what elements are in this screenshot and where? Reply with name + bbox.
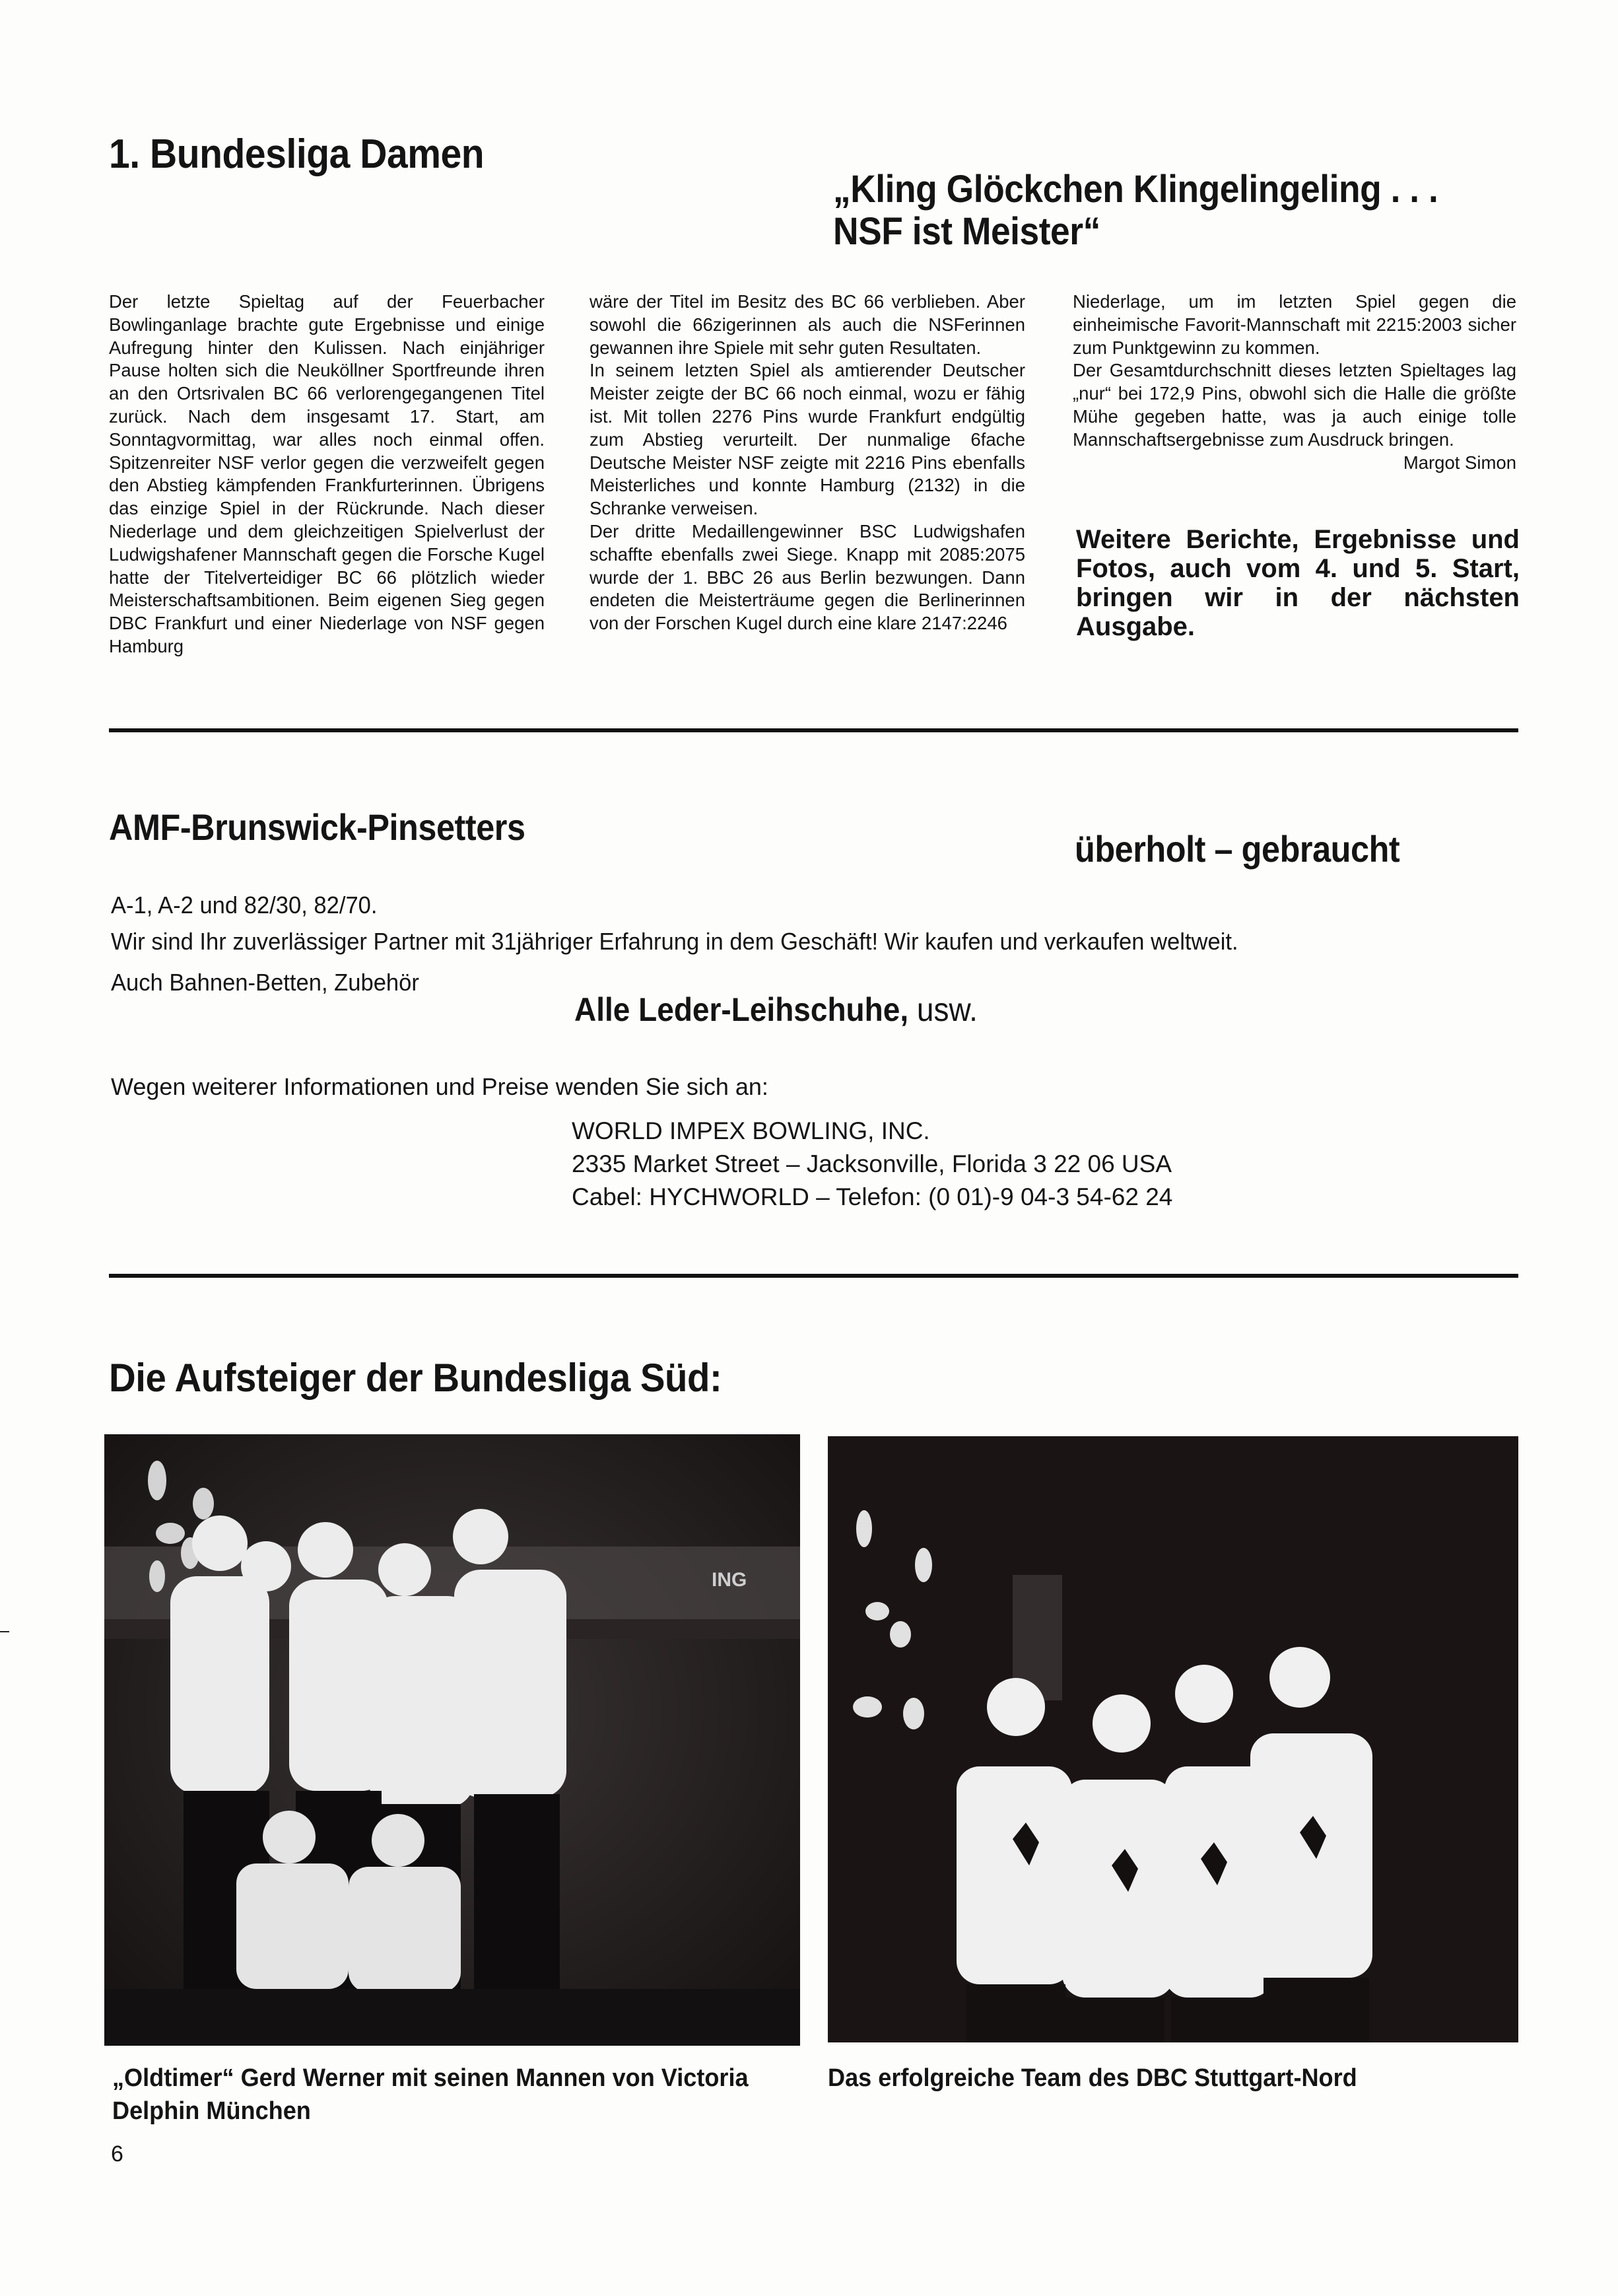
margin-tick-mark bbox=[0, 1631, 9, 1632]
photo-caption-2: Das erfolgreiche Team des DBC Stuttgart-Nord bbox=[828, 2064, 1357, 2092]
ad-subtitle: überholt – gebraucht bbox=[1075, 828, 1400, 870]
ad-contact: Cabel: HYCHWORLD – Telefon: (0 01)-9 04-3 54-62 24 bbox=[572, 1183, 1173, 1210]
paragraph: Der letzte Spieltag auf der Feuerbacher Bowlinganlage brachte gute Ergebnisse und einige Aufregung hinter den Kulissen. Nach einjähriger Pause holten sich die Neuköllner Sportfreunde ihren an den Ortsrivalen BC 66 verlorengegangenen Titel zurück. Nach dem insgesamt 17. Start, am Sonntagvormittag, war alles noch einmal offen. Spitzenreiter NSF verlor gegen die verzweifelt gegen den Abstieg kämpfenden Frankfurterinnen. Übrigens das einzige Spiel in der Rückrunde. Nach dieser Niederlage und dem gleichzeitigen Spielverlust der Ludwigshafener Mannschaft gegen die Forsche Kugel hatte der Titelverteidiger BC 66 plötzlich wieder Meisterschaftsambitionen. Beim eigenen Sieg gegen DBC Frankfurt und einer Niederlage von NSF gegen Hamburg bbox=[109, 291, 545, 656]
paragraph: In seinem letzten Spiel als amtierender Deutscher Meister zeigte der BC 66 noch einmal, wozu er fähig ist. Mit tollen 2276 Pins wurde Frankfurt endgültig zum Abstieg verurteilt. Der nunmalige 6fache Deutsche Meister NSF zeigte mit 2216 Pins ebenfalls Meisterliches und konnte Hamburg (2132) in die Schranke verweisen. bbox=[590, 360, 1025, 519]
ad-shoes-rest: usw. bbox=[908, 991, 978, 1028]
ad-info-line: Wegen weiterer Informationen und Preise wenden Sie sich an: bbox=[111, 1073, 768, 1100]
svg-text:ING: ING bbox=[712, 1569, 747, 1591]
ad-company-name: WORLD IMPEX BOWLING, INC. bbox=[572, 1117, 930, 1144]
photo-victoria-delphin-team bbox=[104, 1434, 800, 2046]
divider bbox=[109, 728, 1518, 732]
page-number: 6 bbox=[111, 2141, 123, 2167]
ad-street-address: 2335 Market Street – Jacksonville, Florida 3 22 06 USA bbox=[572, 1150, 1172, 1177]
article-column-1 bbox=[109, 291, 545, 658]
ad-shoes-line bbox=[574, 991, 978, 1029]
headline-line-2: NSF ist Meister“ bbox=[833, 210, 1100, 253]
article-headline bbox=[833, 168, 1438, 253]
section-title-aufsteiger: Die Aufsteiger der Bundesliga Süd: bbox=[109, 1356, 722, 1400]
ad-title: AMF-Brunswick-Pinsetters bbox=[109, 806, 525, 848]
author-byline: Margot Simon bbox=[1403, 452, 1516, 473]
divider bbox=[109, 1274, 1518, 1278]
headline-line-1: „Kling Glöckchen Klingelingeling . . . bbox=[833, 168, 1438, 211]
paragraph: wäre der Titel im Besitz des BC 66 verblieben. Aber sowohl die 66zigerinnen als auch die NSFerinnen gewannen ihre Spiele mit sehr guten Resultaten. bbox=[590, 291, 1025, 358]
paragraph: Der dritte Medaillengewinner BSC Ludwigshafen schaffte ebenfalls zwei Siege. Knapp mit 2085:2075 wurde der 1. BBC 26 aus Berlin bezwungen. Dann endeten die Meisterträume gegen die Berlinerinnen von der Forschen Kugel durch eine klare 2147:2246 bbox=[590, 520, 1025, 634]
ad-accessories-line: Auch Bahnen-Betten, Zubehör bbox=[111, 969, 419, 996]
teaser-note: Weitere Berichte, Ergebnisse und Fotos, auch vom 4. und 5. Start, bringen wir in der nächsten Ausgabe. bbox=[1076, 525, 1520, 641]
team-photo-illustration bbox=[104, 1434, 800, 2046]
ad-partner-line: Wir sind Ihr zuverlässiger Partner mit 31jähriger Erfahrung in dem Geschäft! Wir kaufen und verkaufen weltweit. bbox=[111, 928, 1238, 955]
section-title-bundesliga-damen: 1. Bundesliga Damen bbox=[109, 131, 485, 177]
paragraph: Der Gesamtdurchschnitt dieses letzten Spieltages lag „nur“ bei 172,9 Pins, obwohl sich die Halle die größte Mühe gegeben hatte, was ja auch einige tolle Mannschaftsergebnisse zum Ausdruck bringen. bbox=[1073, 360, 1516, 450]
photo-caption-1: „Oldtimer“ Gerd Werner mit seinen Mannen von Victoria Delphin München bbox=[112, 2064, 749, 2125]
team-photo-illustration bbox=[828, 1436, 1518, 2042]
ad-shoes-bold: Alle Leder-Leihschuhe, bbox=[574, 991, 909, 1028]
photo-dbc-stuttgart-nord-team bbox=[828, 1436, 1518, 2042]
article-column-2 bbox=[590, 291, 1025, 635]
article-column-3 bbox=[1073, 291, 1516, 474]
ad-models-line: A-1, A-2 und 82/30, 82/70. bbox=[111, 891, 378, 919]
paragraph: Niederlage, um im letzten Spiel gegen die einheimische Favorit-Mannschaft mit 2215:2003 sicher zum Punktgewinn zu kommen. bbox=[1073, 291, 1516, 358]
